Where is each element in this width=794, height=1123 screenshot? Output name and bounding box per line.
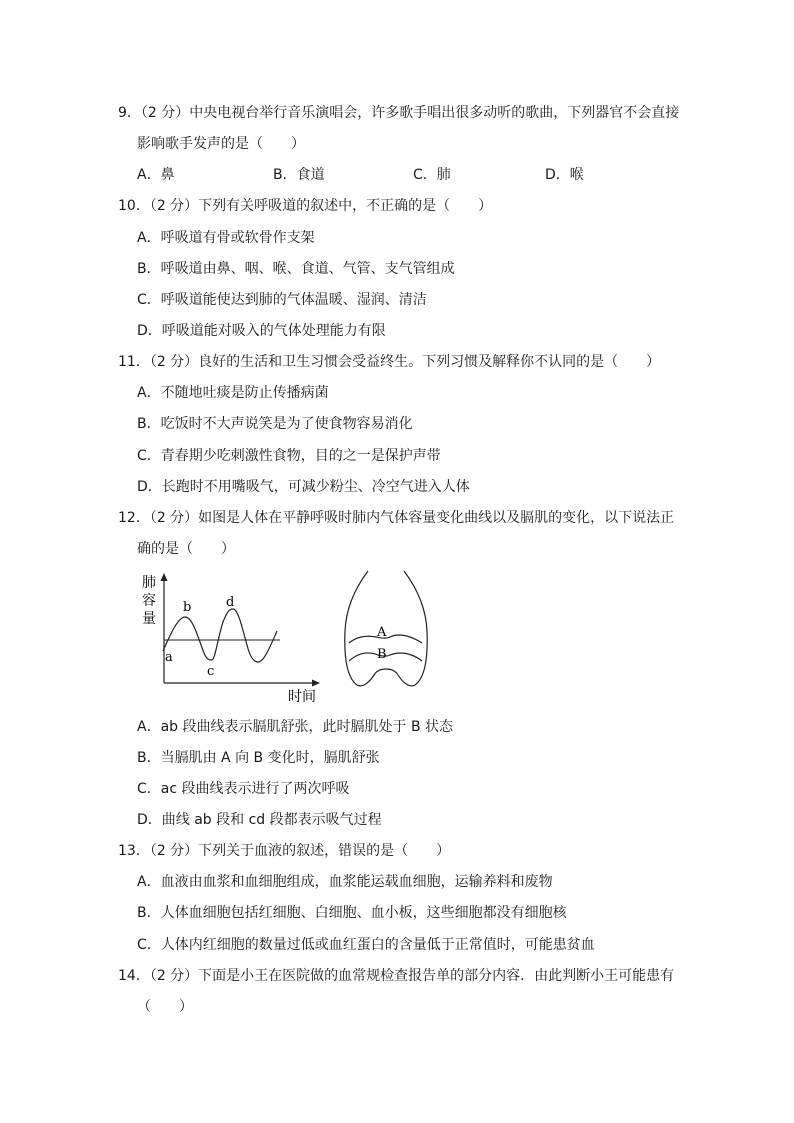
q9-option-c: C．肺	[413, 167, 451, 183]
q12-stem-line1: 12．（2 分）如图是人体在平静呼吸时肺内气体容量变化曲线以及膈肌的变化，以下说法正	[118, 510, 675, 526]
q9-option-b: B．食道	[273, 167, 325, 183]
q13-option-a: A．血液由血浆和血细胞组成，血浆能运载血细胞，运输养料和废物	[137, 874, 553, 890]
q9-options	[137, 166, 697, 184]
diaphragm-b-label: B	[377, 647, 387, 662]
q11-option-b: B．吃饭时不大声说笑是为了使食物容易消化	[137, 416, 413, 432]
ylabel-char-2: 容	[142, 593, 156, 609]
q10-option-d: D．呼吸道能对吸入的气体处理能力有限	[137, 323, 386, 339]
q10-option-c: C．呼吸道能使达到肺的气体温暖、湿润、清洁	[137, 292, 427, 308]
q11-stem: 11．（2 分）良好的生活和卫生习惯会受益终生。下列习惯及解释你不认同的是（ ）	[118, 354, 661, 370]
q10-option-b: B．呼吸道由鼻、咽、喉、食道、气管、支气管组成	[137, 261, 455, 277]
ylabel-char-3: 量	[142, 611, 156, 627]
q9-stem-line1: 9．（2 分）中央电视台举行音乐演唱会，许多歌手唱出很多动听的歌曲，下列器官不会直接	[118, 105, 680, 121]
lung-volume-curve	[163, 609, 277, 662]
q12-option-a: A．ab 段曲线表示膈肌舒张，此时膈肌处于 B 状态	[137, 719, 453, 735]
q12-option-c: C．ac 段曲线表示进行了两次呼吸	[137, 781, 350, 797]
q10-stem: 10．（2 分）下列有关呼吸道的叙述中，不正确的是（ ）	[118, 198, 493, 214]
q13-stem: 13．（2 分）下列关于血液的叙述，错误的是（ ）	[118, 843, 451, 859]
q12-stem-line2: 确的是（ ）	[137, 541, 235, 557]
ylabel-char-1: 肺	[142, 575, 156, 591]
q9-stem-line2: 影响歌手发声的是（ ）	[137, 136, 305, 152]
point-b-label: b	[183, 600, 192, 615]
q13-option-c: C．人体内红细胞的数量过低或血红蛋白的含量低于正常值时，可能患贫血	[137, 937, 595, 953]
q12-option-d: D．曲线 ab 段和 cd 段都表示吸气过程	[137, 812, 382, 828]
point-a-label: a	[165, 650, 173, 665]
diaphragm-diagram	[345, 571, 427, 686]
y-axis-arrow	[161, 573, 168, 581]
q11-option-a: A．不随地吐痰是防止传播病菌	[137, 385, 329, 401]
q12-option-b: B．当膈肌由 A 向 B 变化时，膈肌舒张	[137, 750, 380, 766]
xlabel: 时间	[288, 689, 316, 705]
q10-option-a: A．呼吸道有骨或软骨作支架	[137, 230, 315, 246]
q9-option-d: D．喉	[545, 167, 584, 183]
q11-option-c: C．青春期少吃刺激性食物，目的之一是保护声带	[137, 448, 441, 464]
q9-option-a: A．鼻	[137, 167, 175, 183]
q14-stem-line1: 14．（2 分）下面是小王在医院做的血常规检查报告单的部分内容．由此判断小王可能患有	[118, 968, 675, 984]
q13-option-b: B．人体血细胞包括红细胞、白细胞、血小板，这些细胞都没有细胞核	[137, 905, 567, 921]
point-c-label: c	[207, 664, 215, 679]
x-axis-arrow	[312, 680, 320, 687]
q11-option-d: D．长跑时不用嘴吸气，可减少粉尘、冷空气进入人体	[137, 479, 470, 495]
q14-stem-line2: （ ）	[137, 999, 193, 1015]
lung-volume-figure	[130, 565, 450, 710]
diaphragm-a-label: A	[377, 625, 387, 640]
point-d-label: d	[226, 595, 235, 610]
